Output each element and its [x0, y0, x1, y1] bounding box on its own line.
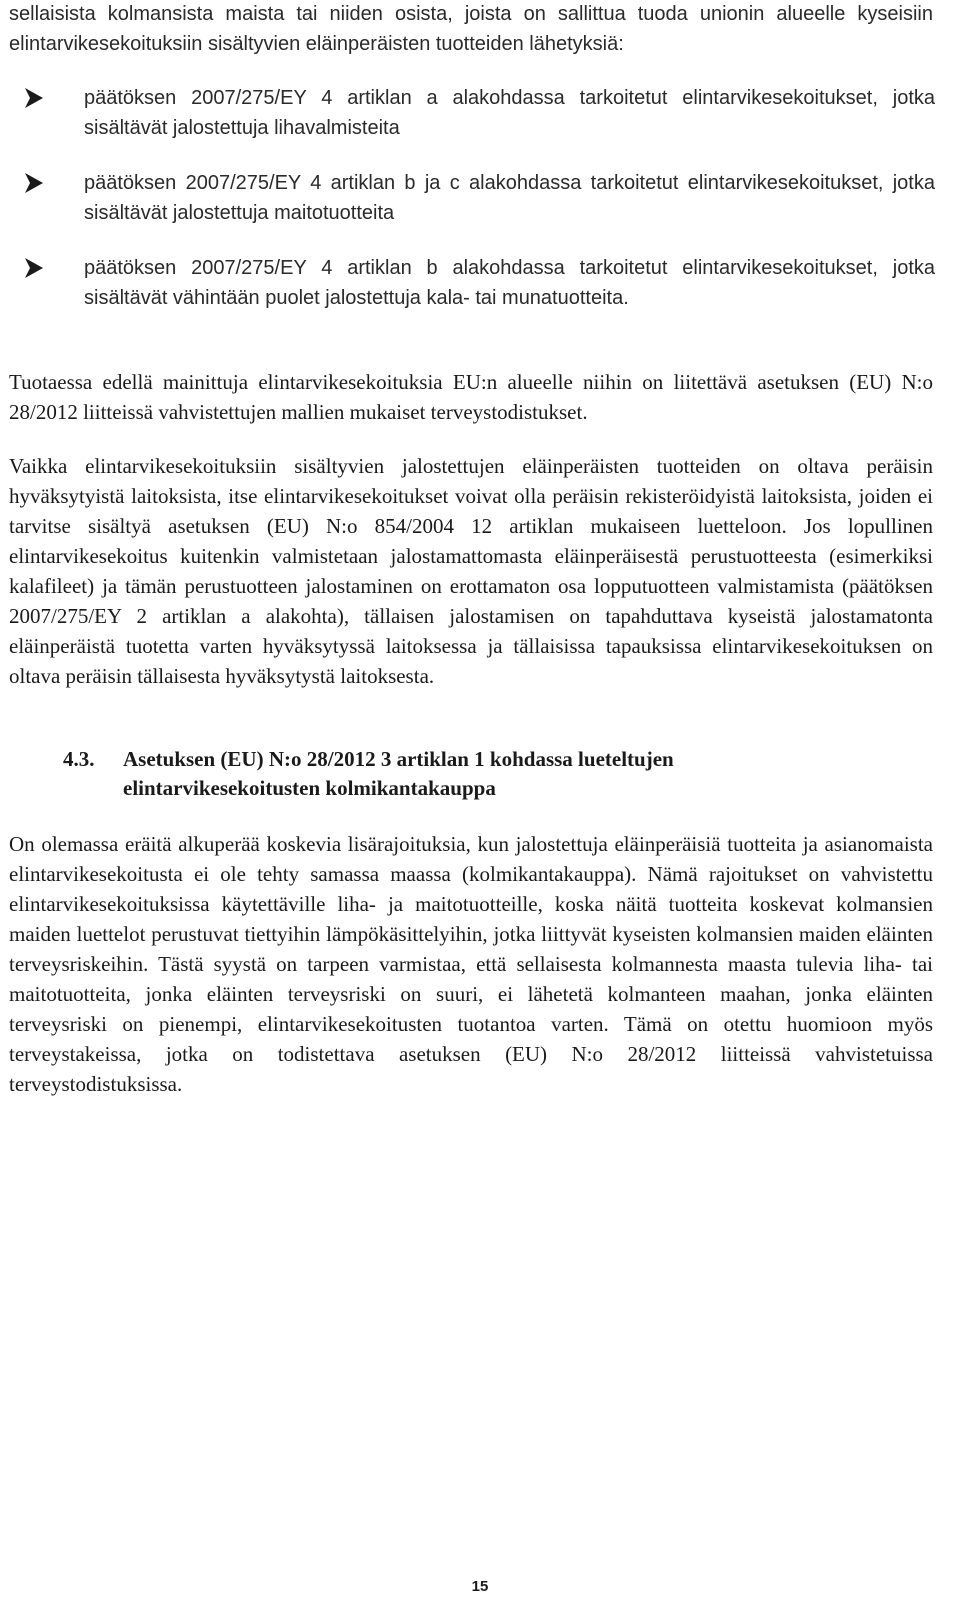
arrow-bullet-icon: [23, 172, 45, 194]
bullet-text: päätöksen 2007/275/EY 4 artiklan b alakohdassa tarkoitetut elintarvikesekoitukset, jotka sisältävät vähintään puolet jalostettuja kala- tai munatuotteita.: [84, 257, 935, 309]
intro-paragraph: sellaisista kolmansista maista tai niiden osista, joista on sallittua tuoda unionin alueelle kyseisiin elintarvikesekoituksiin sisältyvien eläinperäisten tuotteiden lähetyksiä:: [9, 3, 933, 55]
page-number: 15: [471, 1578, 489, 1595]
bullet-item: [9, 253, 935, 345]
bullet-item: [9, 168, 935, 230]
section-title: Asetuksen (EU) N:o 28/2012 3 artiklan 1 kohdassa lueteltujen elintarvikesekoitusten kolmikantakauppa: [123, 747, 674, 800]
section-number: 4.3.: [63, 747, 95, 771]
bullet-text: päätöksen 2007/275/EY 4 artiklan a alakohdassa tarkoitetut elintarvikesekoitukset, jotka sisältävät jalostettuja lihavalmisteita: [84, 87, 935, 139]
arrow-bullet-icon: [23, 87, 45, 109]
paragraph: On olemassa eräitä alkuperää koskevia lisärajoituksia, kun jalostettuja eläinperäisiä tuotteita ja asianomaista elintarvikesekoitusta ei ole tehty samassa maassa (kolmikantakauppa). Nämä rajoitukset on vahvistettu elintarvikesekoituksissa käytettäville liha- ja maitotuotteille, koska näitä tuotteita koskevat kolmansien maiden luettelot perustuvat tiettyihin lämpökäsittelyihin, jotka liittyvät kyseisten kolmansien maiden eläinten terveysriskeihin. Tästä syystä on tarpeen varmistaa, että sellaisesta kolmannesta maasta tulevia liha- tai maitotuotteita, jonka eläinten terveysriski on suuri, ei lähetetä kolmanteen maahan, jonka eläinten terveysriski on pienempi, elintarvikesekoitusten tuotantoa varten. Tämä on otettu huomioon myös terveystakeissa, jotka on todistettava asetuksen (EU) N:o 28/2012 liitteissä vahvistetuissa terveystodistuksissa.: [9, 832, 933, 1096]
section-heading: [9, 745, 939, 805]
paragraph: Vaikka elintarvikesekoituksiin sisältyvien jalostettujen eläinperäisten tuotteiden on oltava peräisin hyväksytyistä laitoksista, itse elintarvikesekoitukset voivat olla peräisin rekisteröidyistä laitoksista, joiden ei tarvitse sisältyä asetuksen (EU) N:o 854/2004 12 artiklan mukaiseen luetteloon. Jos lopullinen elintarvikesekoitus kuitenkin valmistetaan jalostamattomasta eläinperäisestä perustuotteesta (esimerkiksi kalafileet) ja tämän perustuotteen jalostaminen on erottamaton osa lopputuotteen valmistamista (päätöksen 2007/275/EY 2 artiklan a alakohta), tällaisen jalostamisen on tapahduttava kyseistä jalostamatonta eläinperäistä tuotetta varten hyväksytyssä laitoksessa ja tällaisissa tapauksissa elintarvikesekoituksen on oltava peräisin tällaisesta hyväksytystä laitoksesta.: [9, 454, 933, 688]
arrow-bullet-icon: [23, 257, 45, 279]
bullet-item: [9, 83, 935, 145]
paragraph: Tuotaessa edellä mainittuja elintarvikesekoituksia EU:n alueelle niihin on liitettävä asetuksen (EU) N:o 28/2012 liitteissä vahvistettujen mallien mukaiset terveystodistukset.: [9, 370, 933, 424]
bullet-text: päätöksen 2007/275/EY 4 artiklan b ja c alakohdassa tarkoitetut elintarvikesekoitukset, jotka sisältävät jalostettuja maitotuotteita: [84, 172, 935, 224]
